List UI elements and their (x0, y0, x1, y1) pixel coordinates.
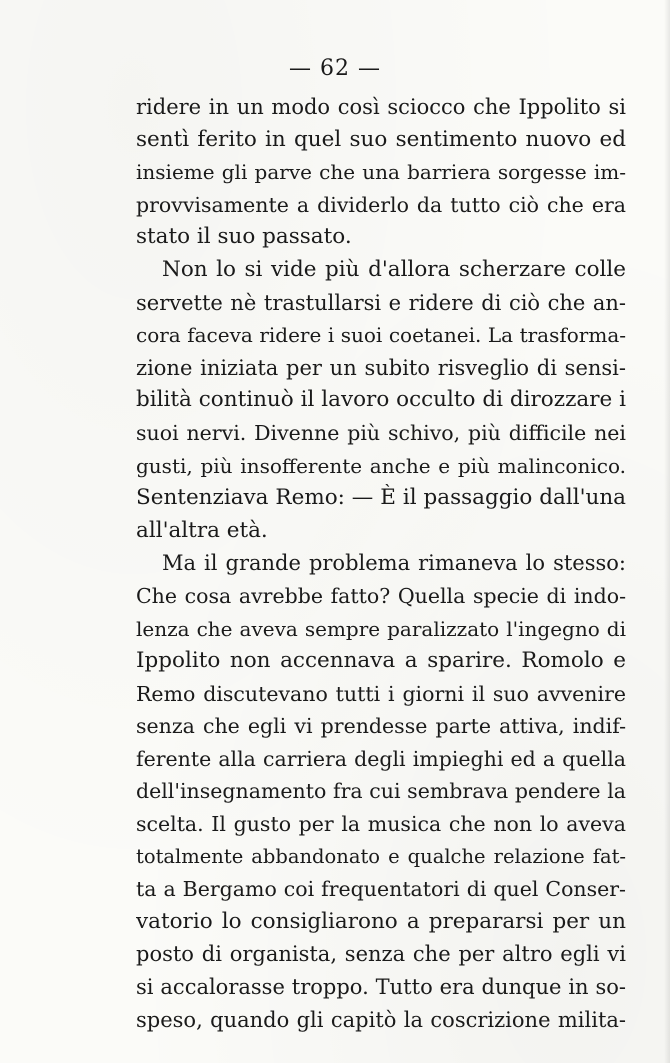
page-edge-shadow (664, 0, 670, 1063)
text-line: stato il suo passato. (136, 224, 352, 250)
text-line: Sentenziava Remo: — È il passaggio dall'una (136, 485, 626, 511)
text-line: provvisamente a dividerlo da tutto ciò che era (136, 192, 626, 217)
text-line: ridere in un modo così sciocco che Ippolito si (136, 95, 626, 119)
text-line: gusti, più insofferente anche e più malinconico. (136, 453, 626, 478)
text-line: Remo discutevano tutti i giorni il suo avvenire (136, 681, 626, 706)
text-line: all'altra età. (136, 517, 268, 543)
text-line: dell'insegnamento fra cui sembrava pendere la (136, 779, 626, 804)
text-line: servette nè trastullarsi e ridere di ciò che an- (136, 290, 626, 315)
text-line: totalmente abbandonato e qualche relazione fat- (136, 844, 626, 868)
text-line: Che cosa avrebbe fatto? Quella specie di indo- (136, 583, 626, 608)
text-line: sentì ferito in quel suo sentimento nuovo ed (136, 126, 626, 152)
text-line: vatorio lo consigliarono a prepararsi per un (136, 908, 626, 934)
text-line: senza che egli vi prendesse parte attiva, indif- (136, 714, 626, 739)
text-line: scelta. Il gusto per la musica che non lo aveva (136, 812, 626, 837)
text-line: speso, quando gli capitò la coscrizione milita- (136, 1007, 626, 1032)
text-line: cora faceva ridere i suoi coetanei. La trasforma- (136, 323, 626, 348)
text-line: lenza che aveva sempre paralizzato l'ingegno di (136, 616, 626, 641)
text-line: si accalorasse troppo. Tutto era dunque in so- (136, 975, 626, 1000)
text-line: zione iniziata per un subito risveglio di sensi- (136, 355, 626, 380)
page-number: — 62 — (289, 56, 381, 81)
text-line: Non lo si vide più d'allora scherzare colle (162, 256, 626, 282)
text-line: ferente alla carriera degli impieghi ed a quella (136, 746, 626, 771)
text-line: bilità continuò il lavoro occulto di dirozzare i (136, 387, 626, 413)
text-line: Ippolito non accennava a sparire. Romolo e (136, 648, 626, 674)
text-line: Ma il grande problema rimaneva lo stesso: (162, 551, 626, 576)
text-line: ta a Bergamo coi frequentatori di quel Conser- (136, 877, 626, 902)
text-line: insieme gli parve che una barriera sorgesse im- (136, 160, 626, 185)
text-line: posto di organista, senza che per altro egli vi (136, 942, 626, 967)
body-text (136, 91, 626, 1036)
text-line: suoi nervi. Divenne più schivo, più difficile nei (136, 420, 626, 445)
